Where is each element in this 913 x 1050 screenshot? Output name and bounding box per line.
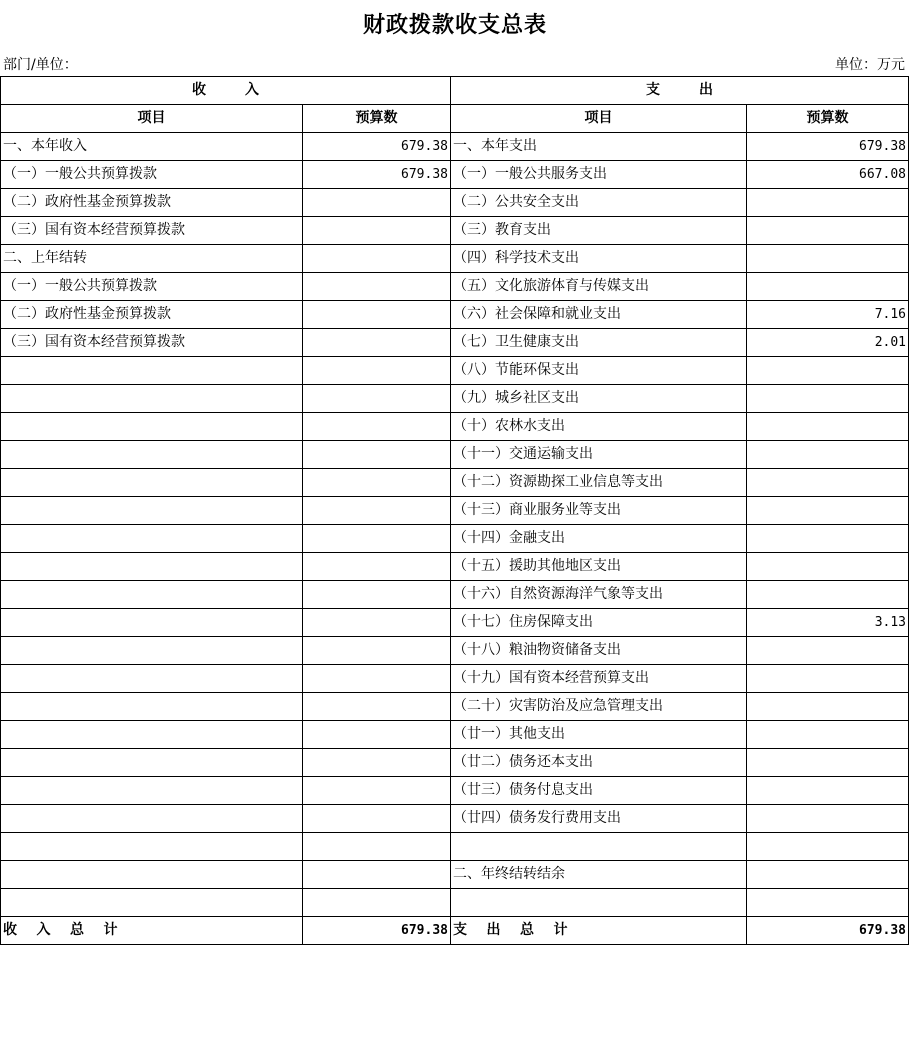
expense-item-cell: （廿一）其他支出	[451, 721, 747, 749]
expense-budget-cell	[747, 497, 909, 525]
expense-budget-cell	[747, 273, 909, 301]
income-budget-cell	[303, 217, 451, 245]
expense-item-cell: （十四）金融支出	[451, 525, 747, 553]
unit-label: 单位：万元	[835, 57, 905, 73]
income-item-cell	[1, 777, 303, 805]
expense-budget-cell	[747, 413, 909, 441]
income-item-cell	[1, 413, 303, 441]
income-item-cell: 二、上年结转	[1, 245, 303, 273]
table-row	[1, 273, 909, 301]
expense-budget-cell	[747, 385, 909, 413]
income-item-cell	[1, 385, 303, 413]
table-row	[1, 777, 909, 805]
column-header-row	[1, 105, 909, 133]
expense-budget-cell	[747, 441, 909, 469]
income-item-cell	[1, 609, 303, 637]
table-row	[1, 693, 909, 721]
expense-item-cell: （十八）粮油物资储备支出	[451, 637, 747, 665]
income-budget-cell	[303, 609, 451, 637]
expense-item-cell: （五）文化旅游体育与传媒支出	[451, 273, 747, 301]
expense-budget-cell	[747, 777, 909, 805]
expense-item-cell: 一、本年支出	[451, 133, 747, 161]
expense-budget-cell	[747, 581, 909, 609]
income-item-cell: （一）一般公共预算拨款	[1, 273, 303, 301]
expense-total-value: 679.38	[747, 917, 909, 945]
table-row	[1, 497, 909, 525]
income-header: 收 入	[1, 77, 451, 105]
expense-budget-cell	[747, 805, 909, 833]
expense-item-cell: （十）农林水支出	[451, 413, 747, 441]
income-item-header: 项目	[1, 105, 303, 133]
expense-item-cell	[451, 833, 747, 861]
table-row	[1, 329, 909, 357]
table-row	[1, 301, 909, 329]
expense-item-cell: （十三）商业服务业等支出	[451, 497, 747, 525]
expense-item-header: 项目	[451, 105, 747, 133]
expense-budget-cell	[747, 861, 909, 889]
expense-budget-cell	[747, 525, 909, 553]
income-budget-cell	[303, 805, 451, 833]
expense-budget-cell	[747, 217, 909, 245]
table-row	[1, 189, 909, 217]
income-item-cell	[1, 749, 303, 777]
expense-item-cell: （一）一般公共服务支出	[451, 161, 747, 189]
income-item-cell: （三）国有资本经营预算拨款	[1, 217, 303, 245]
income-budget-cell	[303, 833, 451, 861]
table-row	[1, 637, 909, 665]
expense-budget-cell	[747, 245, 909, 273]
income-budget-cell	[303, 441, 451, 469]
income-item-cell	[1, 441, 303, 469]
income-budget-cell	[303, 637, 451, 665]
table-row	[1, 217, 909, 245]
expense-item-cell: （十五）援助其他地区支出	[451, 553, 747, 581]
income-budget-cell	[303, 497, 451, 525]
table-row	[1, 665, 909, 693]
expense-item-cell: （廿三）债务付息支出	[451, 777, 747, 805]
table-row	[1, 525, 909, 553]
income-total-value: 679.38	[303, 917, 451, 945]
income-budget-cell	[303, 245, 451, 273]
totals-row	[1, 917, 909, 945]
table-row	[1, 805, 909, 833]
expense-budget-cell	[747, 693, 909, 721]
income-item-cell	[1, 637, 303, 665]
income-budget-cell	[303, 469, 451, 497]
expense-budget-cell: 679.38	[747, 133, 909, 161]
expense-item-cell: （四）科学技术支出	[451, 245, 747, 273]
expense-budget-cell: 3.13	[747, 609, 909, 637]
income-total-label: 收 入 总 计	[1, 917, 303, 945]
expense-header: 支 出	[451, 77, 909, 105]
income-budget-cell	[303, 189, 451, 217]
table-row	[1, 245, 909, 273]
income-item-cell	[1, 525, 303, 553]
expense-item-cell: （八）节能环保支出	[451, 357, 747, 385]
income-budget-cell	[303, 329, 451, 357]
income-budget-cell	[303, 385, 451, 413]
table-row	[1, 749, 909, 777]
income-budget-header: 预算数	[303, 105, 451, 133]
income-budget-cell	[303, 665, 451, 693]
expense-item-cell: （十一）交通运输支出	[451, 441, 747, 469]
income-budget-cell	[303, 525, 451, 553]
expense-budget-cell: 7.16	[747, 301, 909, 329]
table-row	[1, 161, 909, 189]
income-budget-cell	[303, 581, 451, 609]
expense-item-cell	[451, 889, 747, 917]
expense-item-cell: （六）社会保障和就业支出	[451, 301, 747, 329]
income-item-cell: （二）政府性基金预算拨款	[1, 301, 303, 329]
expense-budget-header: 预算数	[747, 105, 909, 133]
expense-item-cell: （三）教育支出	[451, 217, 747, 245]
income-budget-cell: 679.38	[303, 161, 451, 189]
income-item-cell	[1, 693, 303, 721]
expense-item-cell: （十二）资源勘探工业信息等支出	[451, 469, 747, 497]
income-budget-cell	[303, 889, 451, 917]
income-budget-cell: 679.38	[303, 133, 451, 161]
table-row	[1, 861, 909, 889]
table-row	[1, 721, 909, 749]
expense-budget-cell	[747, 189, 909, 217]
income-item-cell: 一、本年收入	[1, 133, 303, 161]
income-budget-cell	[303, 553, 451, 581]
expense-total-label: 支 出 总 计	[451, 917, 747, 945]
expense-budget-cell: 2.01	[747, 329, 909, 357]
table-row	[1, 469, 909, 497]
table-row	[1, 553, 909, 581]
expense-item-cell: 二、年终结转结余	[451, 861, 747, 889]
page-title: 财政拨款收支总表	[362, 12, 547, 38]
expense-budget-cell	[747, 833, 909, 861]
income-budget-cell	[303, 413, 451, 441]
expense-budget-cell	[747, 637, 909, 665]
expense-budget-cell	[747, 469, 909, 497]
table-row	[1, 133, 909, 161]
expense-budget-cell	[747, 553, 909, 581]
expense-item-cell: （十七）住房保障支出	[451, 609, 747, 637]
expense-item-cell: （廿四）债务发行费用支出	[451, 805, 747, 833]
table-row	[1, 357, 909, 385]
income-budget-cell	[303, 301, 451, 329]
income-item-cell	[1, 889, 303, 917]
department-label: 部门/单位：	[3, 57, 78, 73]
expense-budget-cell: 667.08	[747, 161, 909, 189]
table-row	[1, 581, 909, 609]
table-row	[1, 889, 909, 917]
section-header-row	[1, 77, 909, 105]
expense-item-cell: （二）公共安全支出	[451, 189, 747, 217]
income-budget-cell	[303, 749, 451, 777]
expense-budget-cell	[747, 665, 909, 693]
expense-budget-cell	[747, 357, 909, 385]
expense-budget-cell	[747, 749, 909, 777]
income-budget-cell	[303, 777, 451, 805]
income-item-cell	[1, 581, 303, 609]
income-budget-cell	[303, 861, 451, 889]
table-row	[1, 833, 909, 861]
income-item-cell: （二）政府性基金预算拨款	[1, 189, 303, 217]
expense-item-cell: （七）卫生健康支出	[451, 329, 747, 357]
table-row	[1, 441, 909, 469]
income-item-cell	[1, 357, 303, 385]
income-item-cell: （三）国有资本经营预算拨款	[1, 329, 303, 357]
expense-item-cell: （十六）自然资源海洋气象等支出	[451, 581, 747, 609]
income-item-cell	[1, 721, 303, 749]
income-budget-cell	[303, 693, 451, 721]
expense-item-cell: （九）城乡社区支出	[451, 385, 747, 413]
table-row	[1, 609, 909, 637]
income-item-cell	[1, 469, 303, 497]
income-budget-cell	[303, 357, 451, 385]
income-item-cell	[1, 497, 303, 525]
table-row	[1, 385, 909, 413]
expense-budget-cell	[747, 889, 909, 917]
budget-table	[0, 76, 909, 945]
income-budget-cell	[303, 273, 451, 301]
income-item-cell	[1, 553, 303, 581]
income-item-cell	[1, 665, 303, 693]
income-budget-cell	[303, 721, 451, 749]
expense-item-cell: （二十）灾害防治及应急管理支出	[451, 693, 747, 721]
income-item-cell	[1, 805, 303, 833]
table-row	[1, 413, 909, 441]
income-item-cell: （一）一般公共预算拨款	[1, 161, 303, 189]
expense-item-cell: （廿二）债务还本支出	[451, 749, 747, 777]
income-item-cell	[1, 833, 303, 861]
expense-item-cell: （十九）国有资本经营预算支出	[451, 665, 747, 693]
expense-budget-cell	[747, 721, 909, 749]
income-item-cell	[1, 861, 303, 889]
